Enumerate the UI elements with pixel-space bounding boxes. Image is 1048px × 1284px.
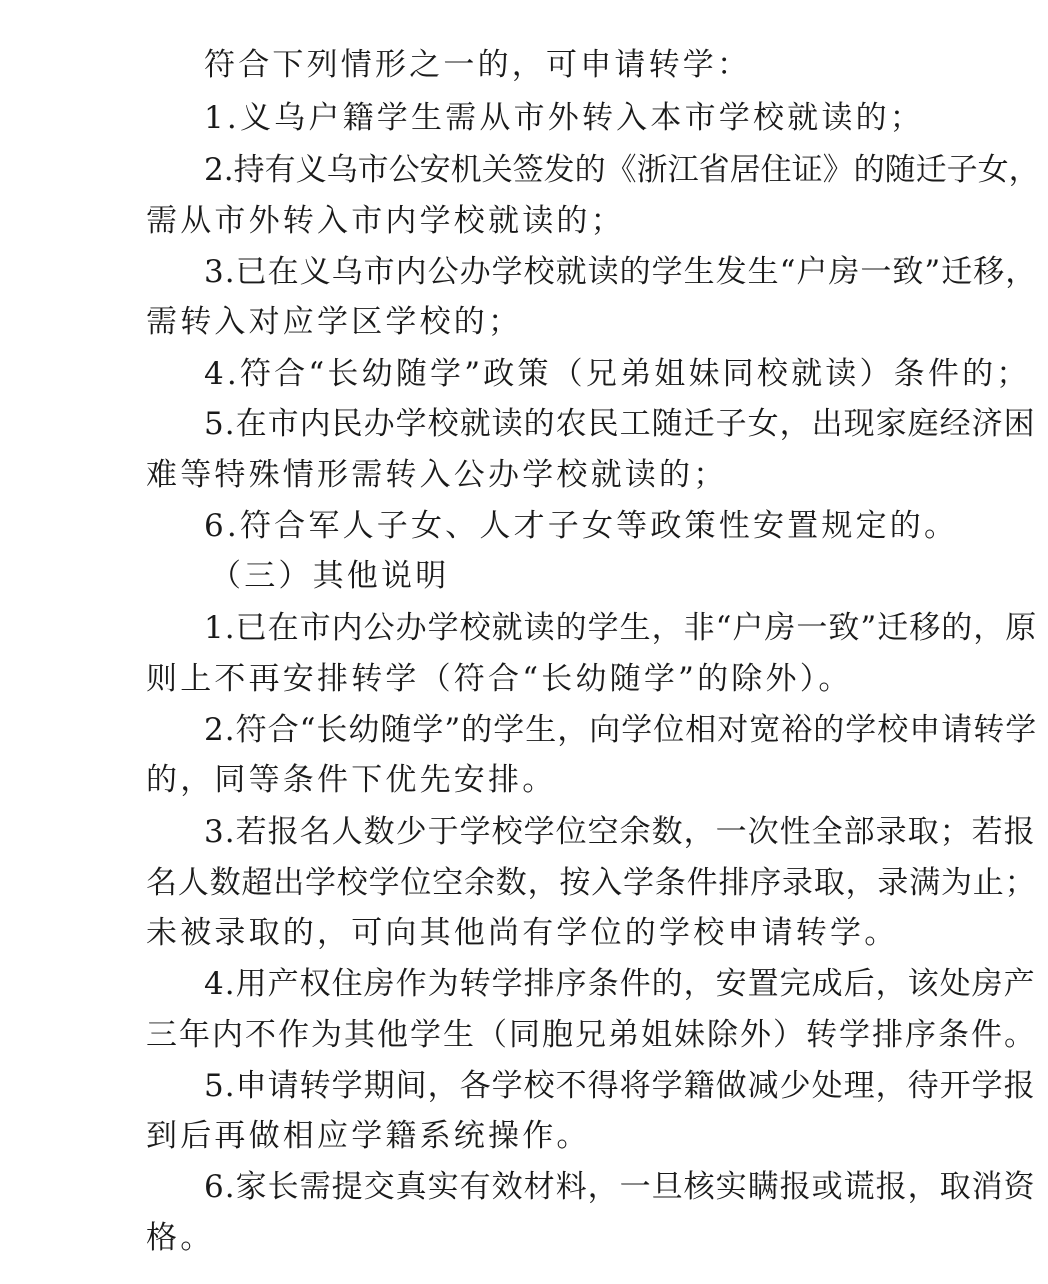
note-3-line-1: 3.若报名人数少于学校学位空余数，一次性全部录取；若报 — [204, 814, 1036, 850]
condition-5-line-1: 5.在市内民办学校就读的农民工随迁子女，出现家庭经济困 — [204, 406, 1036, 442]
note-2-line-2: 的，同等条件下优先安排。 — [146, 762, 557, 798]
condition-4-line-1: 4.符合“长幼随学”政策（兄弟姐妹同校就读）条件的； — [204, 356, 1031, 392]
condition-1-line-1: 1.义乌户籍学生需从市外转入本市学校就读的； — [204, 100, 924, 136]
note-5-line-2: 到后再做相应学籍系统操作。 — [146, 1118, 591, 1154]
note-1-line-2: 则上不再安排转学（符合“长幼随学”的除外）。 — [146, 661, 853, 697]
condition-2-line-1: 2.持有义乌市公安机关签发的《浙江省居住证》的随迁子女， — [204, 152, 1040, 188]
note-5-line-1: 5.申请转学期间，各学校不得将学籍做减少处理，待开学报 — [204, 1068, 1036, 1104]
note-3-line-3: 未被录取的，可向其他尚有学位的学校申请转学。 — [146, 915, 899, 951]
condition-3-line-2: 需转入对应学区学校的； — [146, 304, 523, 340]
note-6-line-2: 格。 — [146, 1220, 215, 1256]
intro-text: 符合下列情形之一的，可申请转学： — [204, 47, 752, 83]
note-3-line-2: 名人数超出学校学位空余数，按入学条件排序录取，录满为止； — [146, 865, 1037, 901]
condition-5-line-2: 难等特殊情形需转入公办学校就读的； — [146, 457, 728, 493]
note-4-line-1: 4.用产权住房作为转学排序条件的，安置完成后，该处房产 — [204, 966, 1036, 1002]
note-6-line-1: 6.家长需提交真实有效材料，一旦核实瞒报或谎报，取消资 — [204, 1169, 1036, 1205]
section-heading: （三）其他说明 — [210, 558, 450, 594]
note-1-line-1: 1.已在市内公办学校就读的学生，非“户房一致”迁移的，原 — [204, 610, 1038, 646]
condition-3-line-1: 3.已在义乌市内公办学校就读的学生发生“户房一致”迁移， — [204, 254, 1038, 290]
note-4-line-2: 三年内不作为其他学生（同胞兄弟姐妹除外）转学排序条件。 — [146, 1017, 1037, 1053]
condition-6-line-1: 6.符合军人子女、人才子女等政策性安置规定的。 — [204, 508, 959, 544]
condition-2-line-2: 需从市外转入市内学校就读的； — [146, 203, 625, 239]
note-2-line-1: 2.符合“长幼随学”的学生，向学位相对宽裕的学校申请转学 — [204, 712, 1038, 748]
